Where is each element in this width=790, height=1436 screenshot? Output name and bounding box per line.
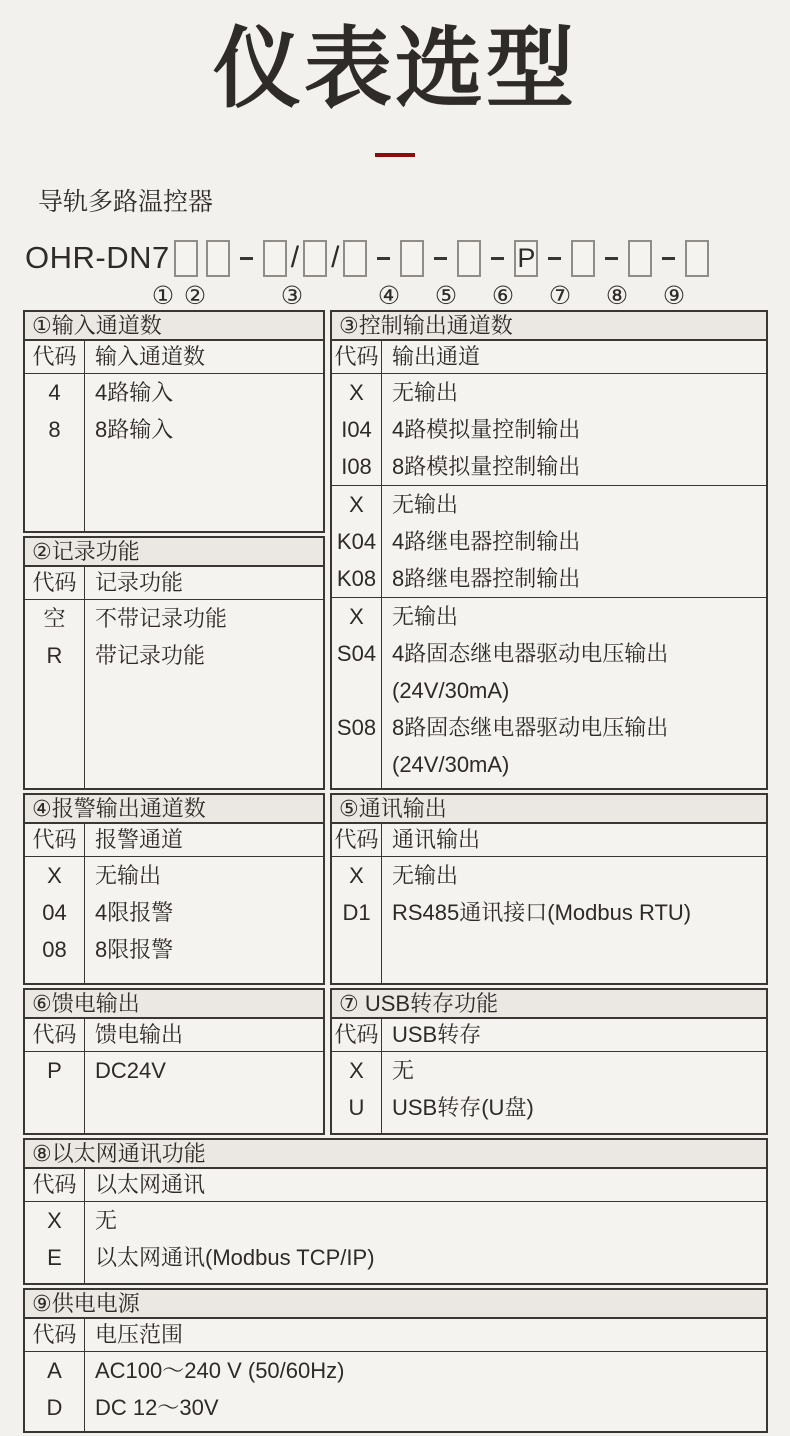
option-desc — [85, 1389, 766, 1426]
option-code: D — [25, 1389, 85, 1426]
title-divider — [375, 153, 415, 157]
position-label-7: ⑦ — [548, 282, 572, 310]
table-body — [332, 374, 766, 788]
option-desc — [382, 857, 766, 894]
dash-separator — [662, 257, 675, 260]
option-desc-line: 4路继电器控制输出 — [392, 529, 581, 554]
empty-space — [332, 1126, 766, 1133]
option-code: X — [332, 486, 382, 523]
dash-separator — [434, 257, 447, 260]
option-desc — [85, 894, 323, 931]
table-row — [25, 411, 323, 448]
option-desc-line: AC100～240 V (50/60Hz) — [95, 1358, 345, 1383]
code-column-header: 代码 — [25, 567, 85, 599]
option-desc-line: 8限报警 — [95, 937, 174, 962]
code-column-header: 代码 — [25, 1169, 85, 1201]
code-column-header: 代码 — [332, 341, 382, 373]
option-desc-line: 无输出 — [392, 604, 459, 629]
dash-separator — [548, 257, 561, 260]
position-label-3: ③ — [280, 282, 304, 310]
option-desc — [382, 894, 766, 931]
option-code: X — [332, 857, 382, 894]
option-desc — [382, 448, 766, 485]
column-header-row — [25, 1019, 323, 1052]
desc-column-header: 以太网通讯 — [95, 1172, 206, 1197]
option-code: X — [332, 374, 382, 411]
empty-space — [25, 1426, 766, 1431]
option-code: A — [25, 1352, 85, 1389]
table-row — [332, 857, 766, 894]
empty-desc-cell — [382, 931, 766, 983]
section-title-ethernet-communication: ⑧以太网通讯功能 — [25, 1140, 766, 1169]
empty-desc-cell — [85, 968, 323, 983]
table-row — [332, 374, 766, 411]
option-desc — [85, 1239, 766, 1276]
code-column-header: 代码 — [25, 1319, 85, 1351]
empty-space — [332, 931, 766, 983]
option-desc-line: 8路输入 — [95, 417, 174, 442]
code-column-header: 代码 — [25, 1019, 85, 1051]
option-code: K08 — [332, 560, 382, 597]
option-group — [332, 857, 766, 931]
table-body — [25, 374, 323, 531]
option-group — [332, 485, 766, 597]
option-desc-line: 无输出 — [392, 380, 459, 405]
empty-desc-cell — [85, 1089, 323, 1133]
position-label-8: ⑧ — [605, 282, 629, 310]
model-box — [685, 240, 709, 277]
option-group — [25, 1052, 323, 1089]
table-row — [25, 1202, 766, 1239]
option-code: I08 — [332, 448, 382, 485]
model-code-boxes — [170, 240, 714, 277]
table-row — [332, 448, 766, 485]
section-title-usb-transfer: ⑦ USB转存功能 — [332, 990, 766, 1019]
section-alarm-output-channels — [23, 793, 325, 985]
option-code: I04 — [332, 411, 382, 448]
table-row — [25, 931, 323, 968]
option-desc-line: 4路固态继电器驱动电压输出 — [392, 641, 669, 666]
empty-code-cell — [25, 1276, 85, 1283]
empty-code-cell — [25, 968, 85, 983]
option-desc-line: 无 — [392, 1058, 415, 1083]
table-row — [332, 523, 766, 560]
option-desc — [85, 411, 323, 448]
column-header-row — [25, 824, 323, 857]
column-header-row — [332, 824, 766, 857]
option-group — [25, 1202, 766, 1276]
table-row — [25, 857, 323, 894]
option-code: X — [332, 598, 382, 635]
desc-column-header: 通讯输出 — [392, 827, 481, 852]
empty-space — [25, 448, 323, 531]
empty-space — [25, 674, 323, 788]
option-desc-line: 4路输入 — [95, 380, 174, 405]
empty-code-cell — [25, 1089, 85, 1133]
option-desc-line: DC24V — [95, 1058, 166, 1083]
desc-column-header: 输入通道数 — [95, 344, 206, 369]
page-title: 仪表选型 — [212, 19, 577, 118]
table-row — [25, 1239, 766, 1276]
option-group — [25, 1352, 766, 1426]
section-record-function — [23, 536, 325, 790]
section-communication-output — [330, 793, 768, 985]
product-name: 导轨多路温控器 — [38, 188, 214, 216]
option-code: 4 — [25, 374, 85, 411]
column-header-row — [25, 1169, 766, 1202]
column-header-row — [25, 341, 323, 374]
column-header-row — [25, 567, 323, 600]
option-desc-line: 4限报警 — [95, 900, 174, 925]
option-desc-line: 8路模拟量控制输出 — [392, 454, 581, 479]
option-desc — [382, 1089, 766, 1126]
option-group — [332, 1052, 766, 1126]
section-title-power-supply: ⑨供电电源 — [25, 1290, 766, 1319]
option-desc — [382, 486, 766, 523]
dash-separator — [377, 257, 390, 260]
option-desc-line: 4路模拟量控制输出 — [392, 417, 581, 442]
table-body — [25, 1052, 323, 1133]
option-desc — [85, 600, 323, 637]
option-code: 8 — [25, 411, 85, 448]
section-power-supply — [23, 1288, 768, 1433]
desc-column-header: USB转存 — [392, 1022, 482, 1047]
option-desc — [382, 411, 766, 448]
column-header-row — [332, 341, 766, 374]
table-row — [25, 637, 323, 674]
option-desc — [382, 1052, 766, 1089]
empty-code-cell — [332, 783, 382, 788]
option-code: X — [25, 1202, 85, 1239]
model-box — [263, 240, 287, 277]
model-box — [457, 240, 481, 277]
model-box — [174, 240, 198, 277]
position-label-5: ⑤ — [434, 282, 458, 310]
table-row — [25, 894, 323, 931]
option-desc — [382, 598, 766, 635]
option-desc-line: 无输出 — [392, 863, 459, 888]
empty-code-cell — [25, 674, 85, 788]
option-code: K04 — [332, 523, 382, 560]
dash-separator — [240, 257, 253, 260]
option-code: E — [25, 1239, 85, 1276]
position-label-2: ② — [183, 282, 207, 310]
option-desc — [382, 560, 766, 597]
section-title-feed-power-output: ⑥馈电输出 — [25, 990, 323, 1019]
model-code-row — [25, 238, 790, 278]
section-title-control-output-channels: ③控制输出通道数 — [332, 312, 766, 341]
option-code: S08 — [332, 709, 382, 783]
option-desc-line: 带记录功能 — [95, 643, 206, 668]
option-code: 空 — [25, 600, 85, 637]
table-row — [25, 600, 323, 637]
section-title-alarm-output-channels: ④报警输出通道数 — [25, 795, 323, 824]
model-box-filled: P — [514, 240, 538, 277]
table-body — [332, 857, 766, 983]
option-group — [25, 600, 323, 674]
desc-column-header: 输出通道 — [392, 344, 481, 369]
option-code: S04 — [332, 635, 382, 709]
table-row — [332, 1052, 766, 1089]
slash-separator: / — [331, 241, 340, 274]
option-desc-line: 无 — [95, 1208, 118, 1233]
option-desc-line: RS485通讯接口(Modbus RTU) — [392, 900, 692, 925]
table-row — [332, 560, 766, 597]
section-title-communication-output: ⑤通讯输出 — [332, 795, 766, 824]
section-feed-power-output — [23, 988, 325, 1135]
table-body — [25, 600, 323, 788]
model-box — [571, 240, 595, 277]
option-desc-line2: (24V/30mA) — [392, 678, 510, 703]
empty-space — [25, 968, 323, 983]
empty-space — [25, 1276, 766, 1283]
option-desc-line: 不带记录功能 — [95, 606, 228, 631]
model-box — [628, 240, 652, 277]
desc-column-header: 馈电输出 — [95, 1022, 184, 1047]
column-header-row — [332, 1019, 766, 1052]
dash-separator — [605, 257, 618, 260]
table-row — [25, 1352, 766, 1389]
code-column-header: 代码 — [25, 341, 85, 373]
table-row — [332, 894, 766, 931]
table-row — [25, 1389, 766, 1426]
section-title-record-function: ②记录功能 — [25, 538, 323, 567]
option-code: U — [332, 1089, 382, 1126]
option-code: P — [25, 1052, 85, 1089]
column-header-row — [25, 1319, 766, 1352]
section-input-channels — [23, 310, 325, 533]
option-code: X — [332, 1052, 382, 1089]
option-desc — [85, 637, 323, 674]
option-code: 08 — [25, 931, 85, 968]
selection-tables — [23, 310, 768, 1436]
table-body — [25, 857, 323, 983]
position-label-1: ① — [151, 282, 175, 310]
position-label-9: ⑨ — [662, 282, 686, 310]
table-row — [332, 598, 766, 635]
option-code: 04 — [25, 894, 85, 931]
empty-code-cell — [332, 1126, 382, 1133]
empty-desc-cell — [85, 1276, 766, 1283]
table-row — [332, 1089, 766, 1126]
option-desc-line: 无输出 — [392, 492, 459, 517]
option-desc — [85, 1052, 323, 1089]
table-body — [25, 1352, 766, 1431]
empty-code-cell — [25, 1426, 85, 1431]
empty-desc-cell — [382, 783, 766, 788]
option-desc — [85, 931, 323, 968]
empty-code-cell — [332, 931, 382, 983]
code-column-header: 代码 — [25, 824, 85, 856]
option-desc-line: DC 12～30V — [95, 1395, 219, 1420]
model-box — [206, 240, 230, 277]
option-desc — [382, 635, 766, 709]
position-label-6: ⑥ — [491, 282, 515, 310]
option-desc-line: 以太网通讯(Modbus TCP/IP) — [95, 1245, 375, 1270]
code-column-header: 代码 — [332, 824, 382, 856]
option-desc-line: 8路固态继电器驱动电压输出 — [392, 715, 669, 740]
option-desc-line: 无输出 — [95, 863, 162, 888]
code-column-header: 代码 — [332, 1019, 382, 1051]
option-group — [332, 374, 766, 485]
empty-space — [332, 783, 766, 788]
empty-code-cell — [25, 448, 85, 531]
section-control-output-channels — [330, 310, 768, 790]
section-usb-transfer — [330, 988, 768, 1135]
option-desc — [382, 374, 766, 411]
section-title-input-channels: ①输入通道数 — [25, 312, 323, 341]
model-box — [343, 240, 367, 277]
empty-desc-cell — [85, 1426, 766, 1431]
desc-column-header: 记录功能 — [95, 570, 184, 595]
position-label-4: ④ — [377, 282, 401, 310]
table-row — [25, 1052, 323, 1089]
option-desc — [85, 374, 323, 411]
model-prefix: OHR-DN7 — [25, 240, 170, 275]
option-desc-line2: (24V/30mA) — [392, 752, 510, 777]
option-group — [332, 597, 766, 783]
option-desc-line: 8路继电器控制输出 — [392, 566, 581, 591]
option-desc-line: USB转存(U盘) — [392, 1095, 534, 1120]
desc-column-header: 报警通道 — [95, 827, 184, 852]
model-box — [400, 240, 424, 277]
section-ethernet-communication — [23, 1138, 768, 1285]
option-code: D1 — [332, 894, 382, 931]
table-row — [332, 486, 766, 523]
table-row — [332, 411, 766, 448]
option-desc — [85, 1352, 766, 1389]
table-row — [332, 709, 766, 783]
table-row — [332, 635, 766, 709]
option-group — [25, 374, 323, 448]
option-code: R — [25, 637, 85, 674]
empty-desc-cell — [85, 674, 323, 788]
dash-separator — [491, 257, 504, 260]
desc-column-header: 电压范围 — [95, 1322, 184, 1347]
table-body — [332, 1052, 766, 1133]
slash-separator: / — [290, 241, 300, 274]
empty-desc-cell — [382, 1126, 766, 1133]
empty-space — [25, 1089, 323, 1133]
table-body — [25, 1202, 766, 1283]
table-row — [25, 374, 323, 411]
option-desc — [85, 1202, 766, 1239]
option-code: X — [25, 857, 85, 894]
empty-desc-cell — [85, 448, 323, 531]
model-box — [303, 240, 327, 277]
option-group — [25, 857, 323, 968]
option-desc — [382, 709, 766, 783]
option-desc — [382, 523, 766, 560]
option-desc — [85, 857, 323, 894]
